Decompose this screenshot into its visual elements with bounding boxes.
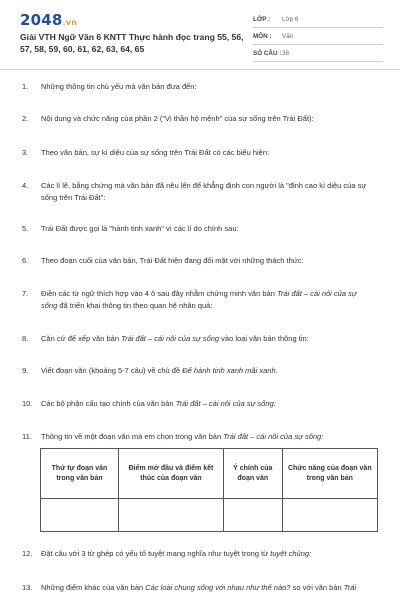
question-title-reference: Để hành tinh xanh mãi xanh.	[182, 366, 278, 375]
question-text-segment: vào loại văn bản thông tin:	[219, 334, 309, 343]
question-text	[41, 431, 372, 443]
question-item	[22, 81, 372, 93]
meta-grade	[253, 13, 383, 28]
question-text	[41, 147, 372, 159]
question-text-segment: Nội dung và chức năng của phần 2 ("Vị thần hộ mệnh" của sự sống trên Trái Đất):	[41, 114, 314, 123]
question-text	[41, 180, 372, 203]
question-item	[22, 548, 372, 560]
question-text-segment: Các lí lẽ, bằng chứng mà văn bản đã nêu lên để khẳng định con người là "đỉnh cao kì diệu của sự sống trên Trái Đất":	[41, 181, 367, 202]
question-item	[22, 365, 372, 377]
question-text	[41, 255, 372, 267]
question-item	[22, 147, 372, 159]
question-item	[22, 288, 372, 311]
question-number: 9.	[22, 366, 29, 375]
question-title-reference: Trái đất – cái nôi của sự sống	[41, 289, 357, 310]
question-text-segment: đã triển khai thông tin theo quan hệ nhân quả:	[57, 300, 213, 310]
table-header-order: Thứ tự đoạn văn trong văn bản	[41, 449, 119, 499]
site-logo[interactable]	[20, 11, 77, 29]
question-text	[41, 288, 372, 311]
question-item	[22, 223, 372, 235]
question-number: 4.	[22, 181, 29, 190]
paragraph-info-table	[40, 448, 378, 532]
question-item	[22, 431, 372, 443]
question-text-segment: so với văn bản	[290, 583, 344, 592]
meta-subject	[253, 30, 383, 45]
meta-count	[253, 47, 383, 62]
question-text-segment: Viết đoạn văn (khoảng 5-7 câu) về chủ đề	[41, 366, 183, 375]
header-divider	[0, 69, 400, 70]
question-text	[41, 223, 372, 235]
question-number: 2.	[22, 114, 29, 123]
question-text-segment: Đặt câu với 3 từ ghép có yếu tố tuyệt mang nghĩa như tuyệt trong từ	[41, 549, 271, 558]
question-title-reference: Các loài chung sống với nhau như thế nào?	[145, 583, 291, 592]
logo-suffix: .vn	[62, 18, 78, 27]
question-text	[41, 81, 372, 93]
table-header-function: Chức năng của đoạn văn trong văn bản	[282, 449, 377, 499]
meta-grade-value: Lớp 6	[282, 16, 299, 23]
question-item	[22, 333, 372, 345]
question-text-segment: Theo văn bản, sự kì diệu của sự sống trên Trái Đất có các biểu hiện:	[41, 148, 270, 157]
question-number: 7.	[22, 289, 29, 298]
table-cell-main-idea	[223, 499, 282, 532]
logo-number: 2048	[20, 11, 63, 29]
question-item	[22, 582, 372, 594]
question-item	[22, 180, 372, 203]
question-text	[41, 333, 372, 345]
question-title-reference: Trái đất – cái nôi của sự sống:	[223, 432, 324, 441]
table-cell-order	[41, 499, 119, 532]
question-text	[41, 113, 372, 125]
question-title-reference: Trái đất – cái nôi của sự sống:	[175, 399, 276, 408]
question-number: 12.	[22, 549, 33, 558]
question-number: 13.	[22, 583, 33, 592]
question-number: 5.	[22, 224, 29, 233]
question-title-reference: tuyệt chủng:	[270, 549, 312, 558]
question-title-reference: Trái đất – cái nôi của sự sống	[121, 334, 220, 343]
question-item	[22, 398, 372, 410]
question-number: 8.	[22, 334, 29, 343]
question-text-segment: Theo đoạn cuối của văn bản, Trái Đất hiện đang đối mặt với những thách thức:	[41, 256, 304, 265]
meta-count-label: SỐ CÂU :	[253, 50, 282, 57]
question-text	[41, 548, 372, 560]
meta-subject-value: Văn	[282, 33, 294, 40]
document-header	[0, 0, 400, 62]
question-title-reference: Trái	[343, 583, 357, 592]
question-text-segment: Thông tin về một đoạn văn mà em chọn trong văn bản	[41, 432, 224, 441]
question-text-segment: Trái Đất được gọi là "hành tinh xanh" vì các lí do chính sau:	[41, 224, 239, 233]
question-text-segment: Điền các từ ngữ thích hợp vào 4 ô sau đây nhằm chứng minh văn bản	[41, 289, 277, 298]
question-text	[41, 582, 372, 594]
meta-count-value: 38	[282, 50, 290, 57]
meta-info	[253, 13, 383, 64]
question-text-segment: Các bộ phận cấu tạo chính của văn bản	[41, 399, 176, 408]
question-text-segment: Những thông tin chủ yếu mà văn bản đưa đến:	[41, 82, 197, 91]
question-number: 10.	[22, 399, 33, 408]
table-header-main-idea: Ý chính của đoạn văn	[223, 449, 282, 499]
table-header-start-end: Điểm mở đầu và điểm kết thúc của đoạn văn	[118, 449, 223, 499]
question-number: 1.	[22, 82, 29, 91]
question-number: 11.	[22, 432, 32, 441]
meta-subject-label: MÔN :	[253, 33, 272, 40]
question-item	[22, 113, 372, 125]
question-item	[22, 255, 372, 267]
document-title: Giải VTH Ngữ Văn 6 KNTT Thực hành đọc trang 55, 56, 57, 58, 59, 60, 61, 62, 63, 64, 65	[20, 32, 244, 54]
table-cell-start-end	[118, 499, 223, 532]
question-number: 3.	[22, 148, 29, 157]
meta-grade-label: LỚP :	[253, 16, 271, 23]
question-text-segment: Những điểm khác của văn bản	[41, 583, 146, 592]
question-number: 6.	[22, 256, 29, 265]
question-text	[41, 398, 372, 410]
table-cell-function	[282, 499, 377, 532]
question-text-segment: Căn cứ để xếp văn bản	[41, 334, 122, 343]
question-text	[41, 365, 372, 377]
